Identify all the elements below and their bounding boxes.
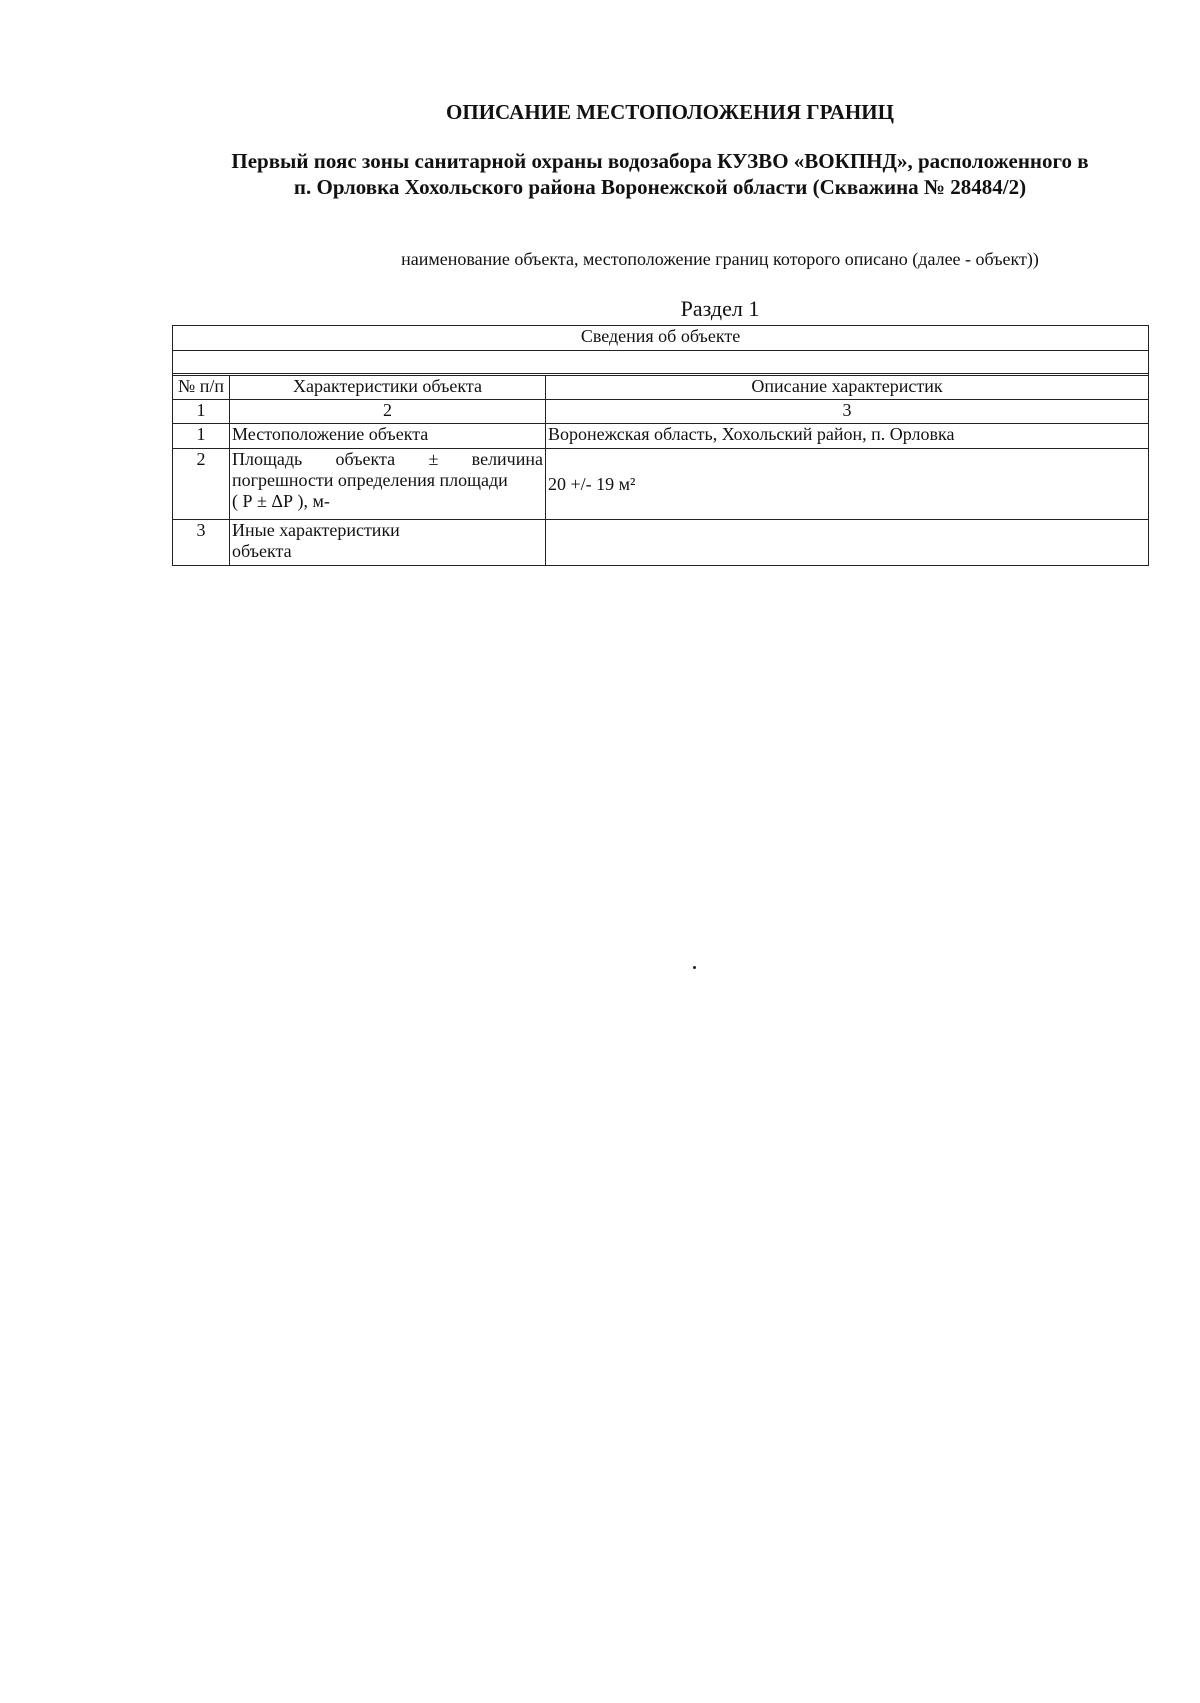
row-number: 1 <box>173 424 230 449</box>
table-blank-cell <box>173 351 1149 374</box>
characteristic-line: Иные характеристики <box>232 520 400 540</box>
table-row <box>173 424 1149 449</box>
header-characteristic: Характеристики объекта <box>230 376 546 400</box>
table-caption: Сведения об объекте <box>173 326 1149 351</box>
header-number: № п/п <box>173 376 230 400</box>
table-column-number-row <box>173 400 1149 424</box>
subtitle-line-1: Первый пояс зоны санитарной охраны водозабора КУЗВО «ВОКПНД», расположенного в <box>231 149 1089 173</box>
column-number-3: 3 <box>546 400 1149 424</box>
characteristic-line: ( Р ± ΔР ), м- <box>232 491 330 511</box>
row-number: 3 <box>173 520 230 566</box>
characteristic-line: объекта <box>232 541 292 561</box>
row-description: Воронежская область, Хохольский район, п. Орловка <box>546 424 1149 449</box>
row-description <box>546 520 1149 566</box>
row-characteristic <box>230 520 546 566</box>
object-info-table <box>172 325 1149 566</box>
scan-speck <box>693 966 696 969</box>
object-name-caption: наименование объекта, местоположение границ которого описано (далее - объект)) <box>401 249 1039 269</box>
row-number: 2 <box>173 449 230 520</box>
table-header-row <box>173 376 1149 400</box>
column-number-2: 2 <box>230 400 546 424</box>
header-description: Описание характеристик <box>546 376 1149 400</box>
row-characteristic <box>230 449 546 520</box>
subtitle-line-2: п. Орловка Хохольского района Воронежской области (Скважина № 28484/2) <box>293 175 1027 199</box>
section-title: Раздел 1 <box>680 296 760 321</box>
table-row <box>173 449 1149 520</box>
table-row <box>173 520 1149 566</box>
document-subtitle <box>60 148 1200 200</box>
document-title: ОПИСАНИЕ МЕСТОПОЛОЖЕНИЯ ГРАНИЦ <box>446 100 894 124</box>
table-blank-row <box>173 351 1149 374</box>
row-characteristic: Местоположение объекта <box>230 424 546 449</box>
row-description: 20 +/- 19 м² <box>546 449 1149 520</box>
table-caption-row <box>173 326 1149 351</box>
characteristic-line: Площадь объекта ± величина <box>232 449 543 469</box>
column-number-1: 1 <box>173 400 230 424</box>
characteristic-line: погрешности определения площади <box>232 470 508 490</box>
